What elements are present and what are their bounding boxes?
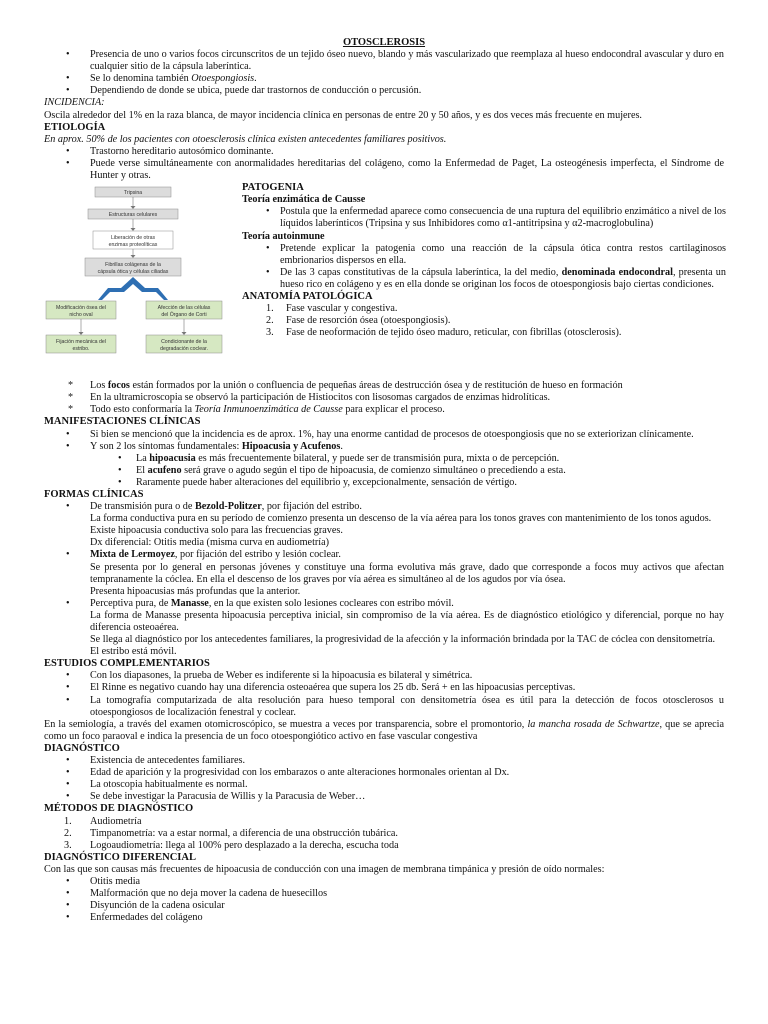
list-item: • Dependiendo de donde se ubica, puede dar trastornos de conducción o percusión. [44,85,724,97]
list-item: • Y son 2 los síntomas fundamentales: Hipoacusia y Acufenos. [44,441,724,453]
list-item: • La tomografía computarizada de alta resolución para hueso temporal con densitometría ósea es útil para la detección de focos otosclerosos u otoespongiosos de localización fenestral y coclear. [44,695,724,719]
section-heading-etiologia: ETIOLOGÍA [44,121,106,133]
diagram-label: Fijación mecánica del [56,339,106,346]
diagram-arrowhead [182,332,187,335]
section-heading-diagnostico: DIAGNÓSTICO [44,742,120,754]
section-heading-formas: FORMAS CLÍNICAS [44,488,144,500]
diagram-label: enzimas proteolíticas [108,242,158,249]
list-item: 2. Fase de resorción ósea (otoespongiosis). [266,315,451,327]
paragraph: La forma de Manasse presenta hipoacusia perceptiva inicial, sin compromiso de la vía aérea. Es de diagnóstico etiológico y diferencial, porque no hay diferencia osteoaérea. [90,609,724,633]
patogenia-text [242,182,726,339]
diagram-label: Fibrillas colágenas de la [105,262,161,269]
patogenia-diagram [38,184,232,370]
list-item: * Todo esto conformaría la Teoría Inmunoenzimática de Causse para explicar el proceso. [44,404,724,416]
diagram-label: nicho oval [69,312,93,319]
etiologia-italic-note: En aprox. 50% de los pacientes con otoesclerosis clínica existen antecedentes familiares positivos. [44,133,447,145]
paragraph: Existe hipoacusia conductiva solo para las frecuencias graves. [90,525,343,537]
list-item: • Enfermedades del colágeno [44,912,724,924]
diagram-label: Modificación ósea del [56,305,106,312]
patogenia-block [44,182,724,380]
section-heading-anatomia: ANATOMÍA PATOLÓGICA [242,290,373,302]
diagram-label: cápsula ótica y células ciliadas [97,269,169,276]
diagram-arrowhead [131,206,136,209]
diagram-label: Afección de las células [157,305,211,312]
subheading-teoria-enzimatica: Teoría enzimática de Causse [242,194,366,206]
list-item: • El acufeno será grave o agudo según el tipo de hipoacusia, de comienzo simultáneo o precediendo a esta. [44,465,724,477]
list-item: • El Rinne es negativo cuando hay una diferencia osteoaérea que supera los 25 db. Será + en las hipoacusias perceptivas. [44,682,724,694]
page-title: OTOSCLEROSIS [342,37,426,48]
list-item: • Pretende explicar la patogenia como una reacción de la cápsula ótica contra restos cartilaginosos embrionarios dispersos en ella. [242,243,726,267]
list-item: • Puede verse simultáneamente con anormalidades hereditarias del colágeno, como la Enfermedad de Paget, La osteogénesis imperfecta, el Síndrome de Hunter y otras. [44,158,724,182]
document-page [44,37,724,924]
list-item: • Perceptiva pura, de Manasse, en la que existen solo lesiones cocleares con estribo móvil. [44,598,724,610]
list-item: * En la ultramicroscopia se observó la participación de Histiocitos con lisosomas cargados de enzimas hidrolíticas. [44,392,724,404]
subheading-teoria-autoinmune: Teoría autoinmune [242,230,325,242]
paragraph: En la semiología, a través del examen otomicroscópico, se muestra a veces por transparencia, sobre el promontorio, la mancha rosada de Schwartze, que se aprecia como un foco paraoval e indica la presencia de un foco otoespongiótico activo en fase vascular congestiva [44,718,724,742]
list-item: • Raramente puede haber alteraciones del equilibrio y, excepcionalmente, sensación de vértigo. [44,477,724,489]
diagram-label: Tripsina [123,190,143,197]
list-item: • Si bien se mencionó que la incidencia es de aprox. 1%, hay una enorme cantidad de procesos de otoespongiosis que no se exteriorizan clínicamente. [44,429,724,441]
list-item: • Edad de aparición y la progresividad con los embarazos o ante alteraciones hormonales orientan al Dx. [44,767,724,779]
paragraph: La forma conductiva pura en su período de comienzo presenta un descenso de la vía aérea para los tonos graves con mantenimiento de los tonos agudos. [90,513,712,525]
list-item: • De transmisión pura o de Bezold-Politzer, por fijación del estribo. [44,501,724,513]
paragraph: Se llega al diagnóstico por los antecedentes familiares, la progresividad de la afección y la información brindada por la TAC de cóclea con densitometría. [90,634,716,646]
list-item: 2. Timpanometría: va a estar normal, a diferencia de una obstrucción tubárica. [64,827,398,839]
list-item: 3. Fase de neoformación de tejido óseo maduro, reticular, con fibrillas (otosclerosis). [266,327,622,339]
list-item: • Malformación que no deja mover la cadena de huesecillos [44,888,724,900]
diagram-branch-arrow [98,277,168,300]
diagram-label: estribo. [72,346,90,353]
diagram-label: Liberación de otras [110,235,156,242]
diagram-label: degradación coclear. [160,346,208,353]
section-heading-metodos: MÉTODOS DE DIAGNÓSTICO [44,803,194,815]
list-item: • Se debe investigar la Paracusia de Willis y la Paracusia de Weber… [44,791,724,803]
list-item: * Los focos están formados por la unión o confluencia de pequeñas áreas de destrucción ósea y de restitución de hueso en formación [44,380,724,392]
list-item: 3. Logoaudiometría: llega al 100% pero desplazado a la derecha, escucha toda [64,839,399,851]
paragraph: Con las que son causas más frecuentes de hipoacusia de conducción con una imagen de membrana timpánica y presión de oído normales: [44,863,605,875]
list-item: 1. Audiometría [64,815,142,827]
list-item: • La hipoacusia es más frecuentemente bilateral, y puede ser de transmisión pura, mixta o de percepción. [44,453,724,465]
section-heading-incidencia: INCIDENCIA: [44,97,105,109]
list-item: • Disyunción de la cadena osicular [44,900,724,912]
list-item: • La otoscopia habitualmente es normal. [44,779,724,791]
list-item: • De las 3 capas constitutivas de la cápsula laberíntica, la del medio, denominada endocondral, presenta un hueso rico en colágeno y es en ella donde se originan los focos de otoespongiosis bajo ciertas condiciones. [242,267,726,291]
diagram-arrowhead [131,255,136,258]
incidencia-text: Oscila alrededor del 1% en la raza blanca, de mayor incidencia clínica en personas de entre 20 y 50 años, y es dos veces más frecuente en mujeres. [44,109,642,121]
diagram-arrowhead [131,228,136,231]
list-item: • Presencia de uno o varios focos circunscritos de un tejido óseo nuevo, blando y más vascularizado que reemplaza al hueso endocondral avascular y duro en cualquier sitio de la cápsula laberíntica. [44,49,724,73]
paragraph: Se presenta por lo general en personas jóvenes y constituye una forma evolutiva más grave, dado que corresponde a focos muy activos que afectan tempranamente la cóclea. En ella el descenso de los graves por vía aérea es simultáneo al de los agudos por vía ósea. [90,561,724,585]
section-heading-estudios: ESTUDIOS COMPLEMENTARIOS [44,658,210,670]
list-item: • Otitis media [44,876,724,888]
diagram-arrowhead [79,332,84,335]
paragraph: El estribo está móvil. [90,646,177,658]
paragraph: Presenta hipoacusias más profundas que la anterior. [90,585,301,597]
list-item: 1. Fase vascular y congestiva. [266,303,398,315]
list-item: • Trastorno hereditario autosómico dominante. [44,146,724,158]
list-item: • Existencia de antecedentes familiares. [44,755,724,767]
section-heading-diferencial: DIAGNÓSTICO DIFERENCIAL [44,851,196,863]
section-heading-patogenia: PATOGENIA [242,182,304,194]
list-item: • Postula que la enfermedad aparece como consecuencia de una ruptura del equilibrio enzimático a nivel de los líquidos laberínticos (Tripsina y sus Inhibidores como α1-antitripsina y α2-macroglobulina) [242,206,726,230]
list-item: • Con los diapasones, la prueba de Weber es indiferente si la hipoacusia es bilateral y simétrica. [44,670,724,682]
section-heading-manifestaciones: MANIFESTACIONES CLÍNICAS [44,416,201,428]
diagram-label: Condicionante de la [161,339,207,346]
list-item: • Se lo denomina también Otoespongiosis. [44,73,724,85]
diagram-label: del Órgano de Corti [161,312,207,319]
list-item: • Mixta de Lermoyez, por fijación del estribo y lesión coclear. [44,549,724,561]
diagram-label: Estructuras celulares [108,212,158,219]
paragraph: Dx diferencial: Otitis media (misma curva en audiometría) [90,537,330,549]
